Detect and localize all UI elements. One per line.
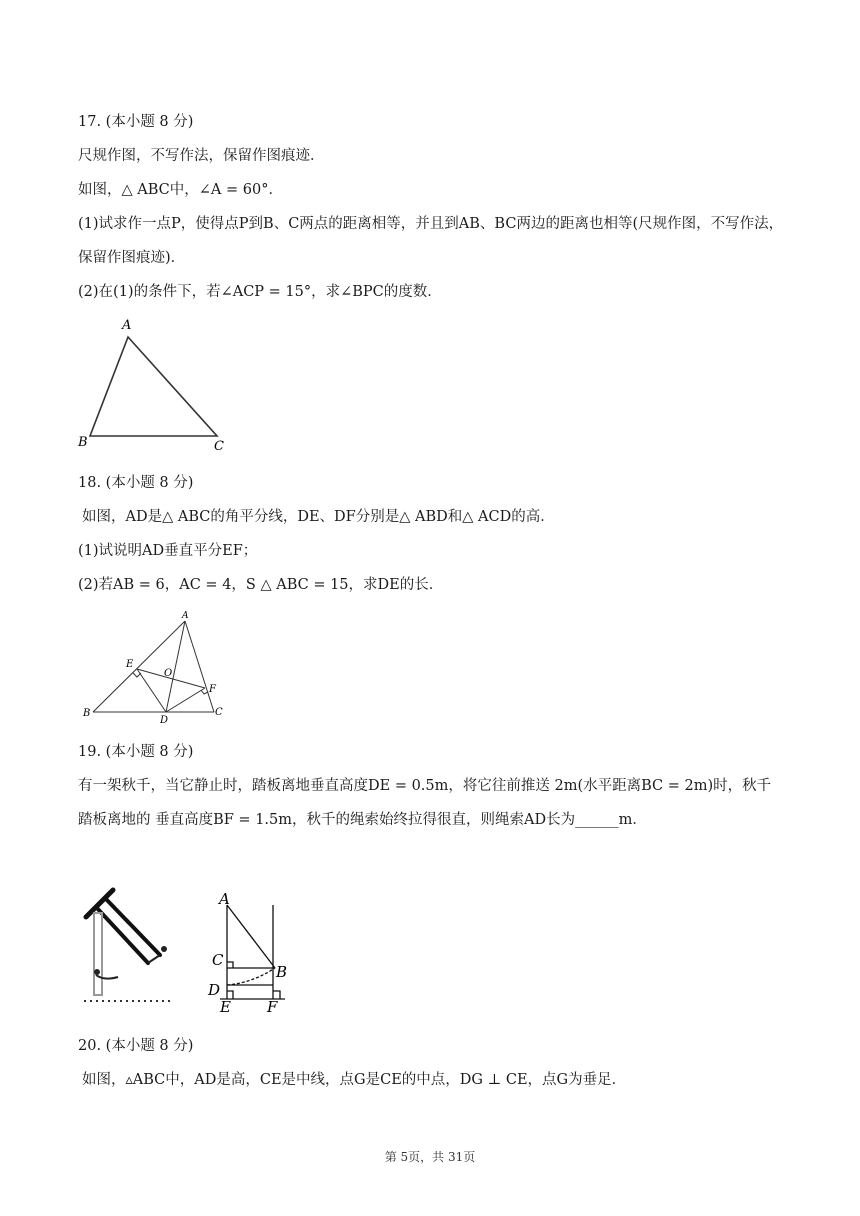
q18-triangle-figure bbox=[78, 608, 238, 726]
label-F: F bbox=[209, 684, 216, 695]
q19-line1: 有一架秋千，当它静止时，踏板离地垂直高度DE = 0.5m，将它往前推送 2m(水平距离BC = 2m)时，秋千 bbox=[78, 778, 772, 794]
label-O: O bbox=[164, 668, 173, 679]
q17-triangle-figure bbox=[70, 312, 240, 454]
q18-line2: (1)试说明AD垂直平分EF； bbox=[78, 543, 258, 559]
q20-header: 20. (本小题 8 分) bbox=[78, 1038, 194, 1054]
q18-line1: 如图，AD是△ ABC的角平分线，DE、DF分别是△ ABD和△ ACD的高． bbox=[82, 509, 555, 525]
q17-line2: 如图，△ ABC中，∠A = 60°． bbox=[78, 182, 283, 198]
label-A: A bbox=[182, 611, 189, 621]
q20-line1: 如图，▵ABC中，AD是高，CE是中线，点G是CE的中点，DG ⊥ CE，点G为垂足． bbox=[82, 1072, 627, 1088]
label-E: E bbox=[126, 659, 134, 670]
label-B: B bbox=[276, 963, 288, 981]
q19-line2: 踏板离地的 垂直高度BF = 1.5m，秋千的绳索始终拉得很直，则绳索AD长为______m． bbox=[78, 812, 647, 828]
label-F: F bbox=[267, 998, 278, 1015]
q18-header: 18. (本小题 8 分) bbox=[78, 475, 194, 491]
label-D: D bbox=[160, 715, 169, 726]
page-footer: 第 5页，共 31页 bbox=[384, 1150, 476, 1164]
q17-line3: (1)试求作一点P，使得点P到B、C两点的距离相等，并且到AB、BC两边的距离也相等(尺规作图，不写作法， bbox=[78, 216, 784, 232]
q19-header: 19. (本小题 8 分) bbox=[78, 744, 194, 760]
label-B: B bbox=[83, 708, 91, 719]
q17-header: 17. (本小题 8 分) bbox=[78, 114, 194, 130]
label-B: B bbox=[78, 435, 88, 450]
q17-line4: 保留作图痕迹)． bbox=[78, 250, 186, 266]
label-D: D bbox=[208, 981, 221, 999]
q19-swing-diagram bbox=[200, 885, 300, 1015]
q17-line5: (2)在(1)的条件下，若∠ACP = 15°，求∠BPC的度数． bbox=[78, 284, 442, 300]
q17-line1: 尺规作图，不写作法，保留作图痕迹． bbox=[78, 148, 325, 164]
label-A: A bbox=[122, 318, 132, 333]
label-E: E bbox=[220, 998, 231, 1015]
q19-swing-photo bbox=[78, 885, 183, 1007]
label-C: C bbox=[214, 439, 224, 454]
q18-line3: (2)若AB = 6，AC = 4，S △ ABC = 15，求DE的长． bbox=[78, 577, 444, 593]
label-C: C bbox=[212, 951, 224, 969]
label-C: C bbox=[215, 707, 223, 718]
label-A: A bbox=[219, 890, 230, 908]
